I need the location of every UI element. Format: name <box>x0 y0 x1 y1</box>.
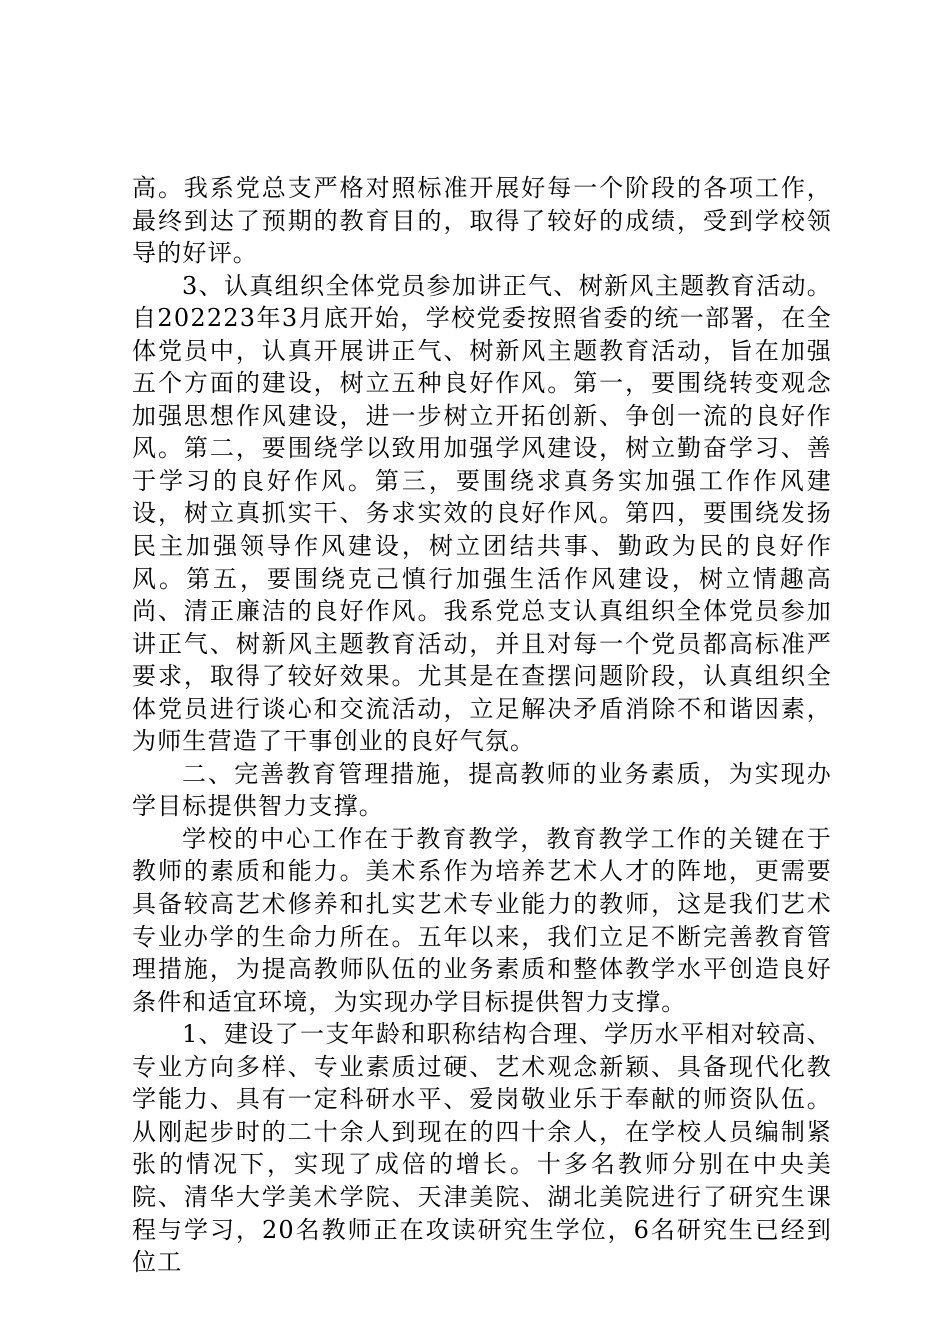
paragraph-2: 3、认真组织全体党员参加讲正气、树新风主题教育活动。自202223年3月底开始，学校党委按照省委的统一部署，在全体党员中，认真开展讲正气、树新风主题教育活动，旨在加强五个方面的建设，树立五种良好作风。第一，要围绕转变观念加强思想作风建设，进一步树立开拓创新、争创一流的良好作风。第二，要围绕学以致用加强学风建设，树立勤奋学习、善于学习的良好作风。第三，要围绕求真务实加强工作作风建设，树立真抓实干、务求实效的良好作风。第四，要围绕发扬民主加强领导作风建设，树立团结共事、勤政为民的良好作风。第五，要围绕克己慎行加强生活作风建设，树立情趣高尚、清正廉洁的良好作风。我系党总支认真组织全体党员参加讲正气、树新风主题教育活动，并且对每一个党员都高标准严要求，取得了较好效果。尤其是在查摆问题阶段，认真组织全体党员进行谈心和交流活动，立足解决矛盾消除不和谐因素，为师生营造了干事创业的良好气氛。 <box>132 271 832 756</box>
paragraph-3: 二、完善教育管理措施，提高教师的业务素质，为实现办学目标提供智力支撑。 <box>132 759 832 821</box>
paragraph-1: 高。我系党总支严格对照标准开展好每一个阶段的各项工作，最终到达了预期的教育目的，取得了较好的成绩，受到学校领导的好评。 <box>132 174 832 268</box>
document-body <box>132 172 832 1279</box>
paragraph-5: 1、建设了一支年龄和职称结构合理、学历水平相对较高、专业方向多样、专业素质过硬、艺术观念新颖、具备现代化教学能力、具有一定科研水平、爱岗敬业乐于奉献的师资队伍。从刚起步时的二十余人到现在的四十余人，在学校人员编制紧张的情况下，实现了成倍的增长。十多名教师分别在中央美院、清华大学美术学院、天津美院、湖北美院进行了研究生课程与学习，20名教师正在攻读研究生学位，6名研究生已经到位工 <box>132 1020 832 1277</box>
paragraph-4: 学校的中心工作在于教育教学，教育教学工作的关键在于教师的素质和能力。美术系作为培养艺术人才的阵地，更需要具备较高艺术修养和扎实艺术专业能力的教师，这是我们艺术专业办学的生命力所在。五年以来，我们立足不断完善教育管理措施，为提高教师队伍的业务素质和整体教学水平创造良好条件和适宜环境，为实现办学目标提供智力支撑。 <box>132 824 832 1016</box>
